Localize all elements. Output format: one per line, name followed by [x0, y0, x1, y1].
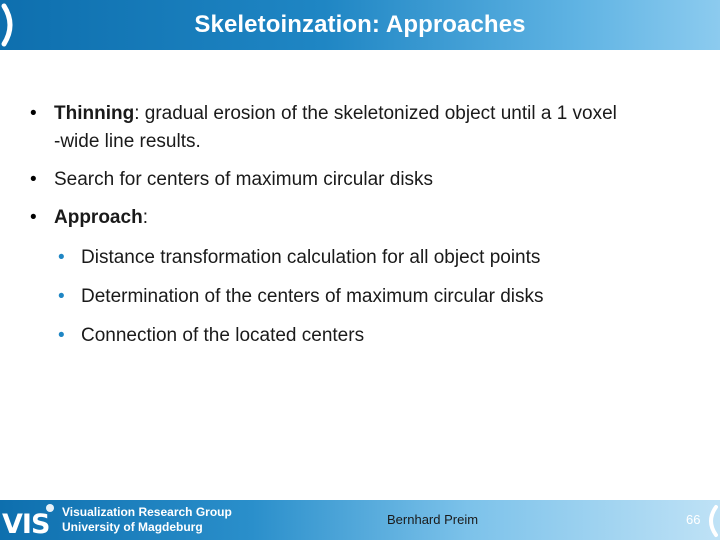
- sub-bullet-text: Distance transformation calculation for all object points: [81, 247, 541, 268]
- slide-title: Skeletoinzation: Approaches: [194, 11, 526, 38]
- vis-logo-text: VIS: [2, 509, 50, 538]
- title-bar: [0, 0, 720, 50]
- bullet-dot: •: [30, 207, 37, 228]
- group-name: Visualization Research Group: [62, 505, 232, 519]
- sub-bullet-dot: •: [58, 286, 65, 307]
- presenter-name: Bernhard Preim: [387, 512, 479, 527]
- page-number: 66: [686, 512, 701, 527]
- sub-bullet-text: Connection of the located centers: [81, 325, 365, 346]
- slide-content: [30, 100, 710, 350]
- bullet-dot: •: [30, 103, 37, 124]
- sub-bullet-distance: [30, 244, 710, 272]
- bullet-thinning: [30, 100, 710, 128]
- sub-bullet-dot: •: [58, 247, 65, 268]
- sub-bullet-dot: •: [58, 325, 65, 346]
- bullet-search: [30, 166, 710, 194]
- sub-bullet-text: Determination of the centers of maximum circular disks: [81, 286, 544, 307]
- bullet-keyword: Approach: [54, 207, 143, 228]
- bullet-text: : gradual erosion of the skeletonized object until a 1 voxel: [134, 103, 617, 124]
- bullet-keyword: Thinning: [54, 103, 135, 124]
- bullet-dot: •: [30, 169, 37, 190]
- vis-logo-icon: [2, 502, 58, 538]
- sub-bullet-determination: [30, 283, 710, 311]
- bracket-decoration-icon: [704, 503, 720, 539]
- bullet-approach: [30, 204, 710, 232]
- bullet-text: -wide line results.: [54, 131, 201, 152]
- university-name: University of Magdeburg: [62, 520, 203, 534]
- sub-bullet-connection: [30, 322, 710, 350]
- bullet-text: :: [142, 207, 148, 228]
- bullet-continuation: [30, 128, 710, 156]
- bullet-text: Search for centers of maximum circular disks: [54, 169, 434, 190]
